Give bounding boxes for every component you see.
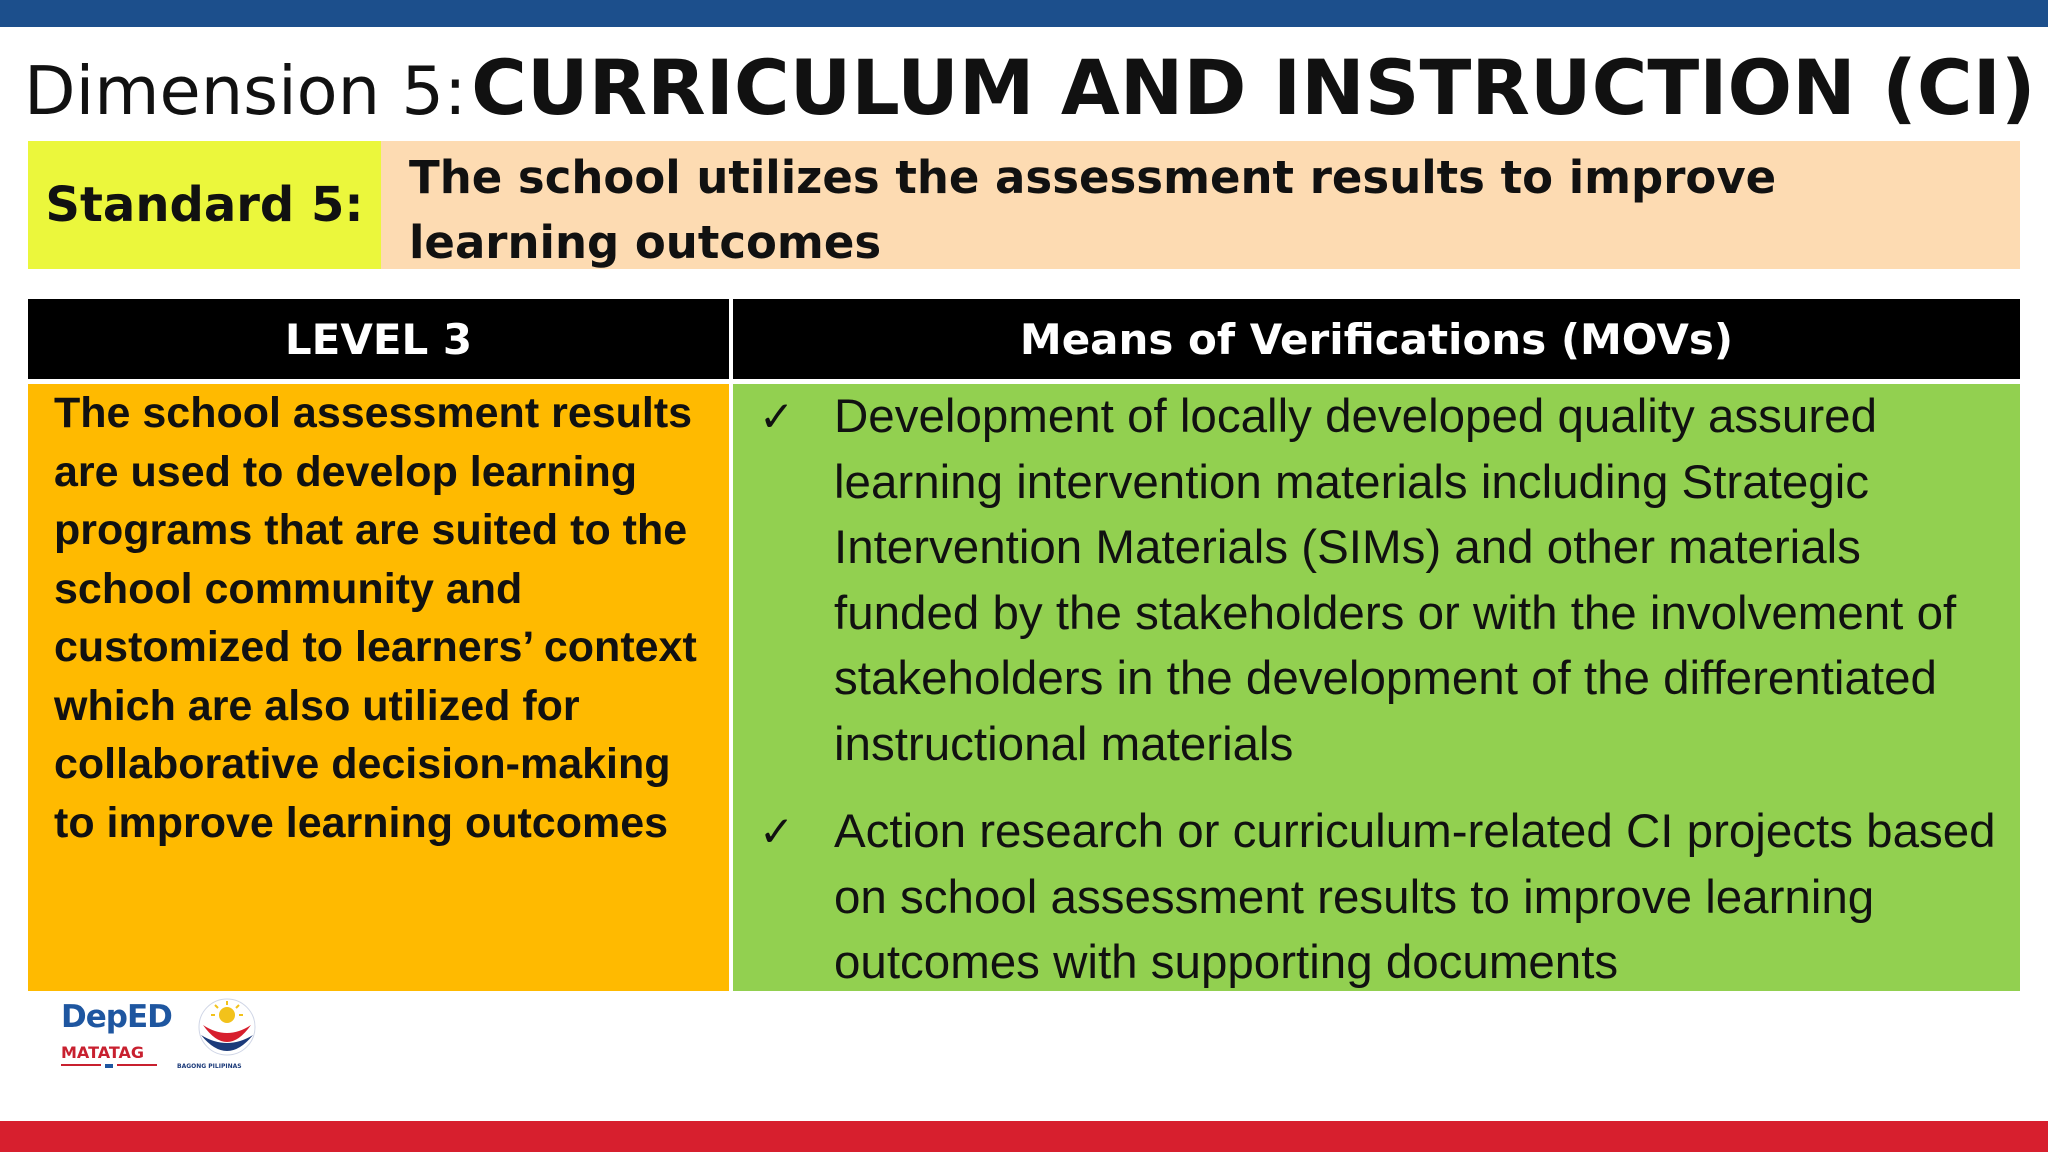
matatag-underline-icon [117, 1064, 157, 1066]
checkmark-icon: ✓ [759, 392, 795, 441]
bagong-pilipinas-emblem-icon [199, 999, 255, 1055]
checkmark-icon: ✓ [759, 807, 795, 856]
level-mov-table [28, 299, 2020, 992]
bottom-accent-bar [0, 1121, 2048, 1152]
matatag-logo: MATATAG [61, 1043, 145, 1062]
standard-label: Standard 5: [28, 141, 381, 269]
matatag-mark-icon [105, 1064, 113, 1068]
level-description-cell [28, 384, 729, 991]
mov-item-text: Action research or curriculum-related CI projects based on school assessment results to improve learning outcomes with supporting documents [834, 805, 1996, 989]
mov-header: Means of Verifications (MOVs) [733, 299, 2020, 379]
deped-logo: DepED [61, 999, 172, 1035]
footer-logos [55, 995, 295, 1080]
mov-cell [733, 384, 2020, 991]
matatag-underline-icon [61, 1064, 101, 1066]
level-header: LEVEL 3 [28, 299, 729, 379]
logo-graphics [55, 995, 295, 1080]
top-accent-bar [0, 0, 2048, 27]
mov-item-text: Development of locally developed quality assured learning intervention materials including Strategic Intervention Materials (SIMs) and other materials funded by the stakeholders or with the involvement of stakeholders in the development of the differentiated instructional materials [834, 390, 1957, 771]
standard-text: The school utilizes the assessment results to improve learning outcomes [381, 141, 2020, 269]
title-prefix: Dimension 5: [24, 52, 467, 130]
title-main: CURRICULUM AND INSTRUCTION (CI) [471, 43, 2036, 132]
page-title [24, 38, 2036, 138]
level-description: The school assessment results are used to develop learning programs that are suited to the school community and customized to learners’ context which are also utilized for collaborative decision-making to improve learning outcomes [54, 389, 697, 847]
bagong-pilipinas-logo: BAGONG PILIPINAS [177, 1063, 242, 1070]
